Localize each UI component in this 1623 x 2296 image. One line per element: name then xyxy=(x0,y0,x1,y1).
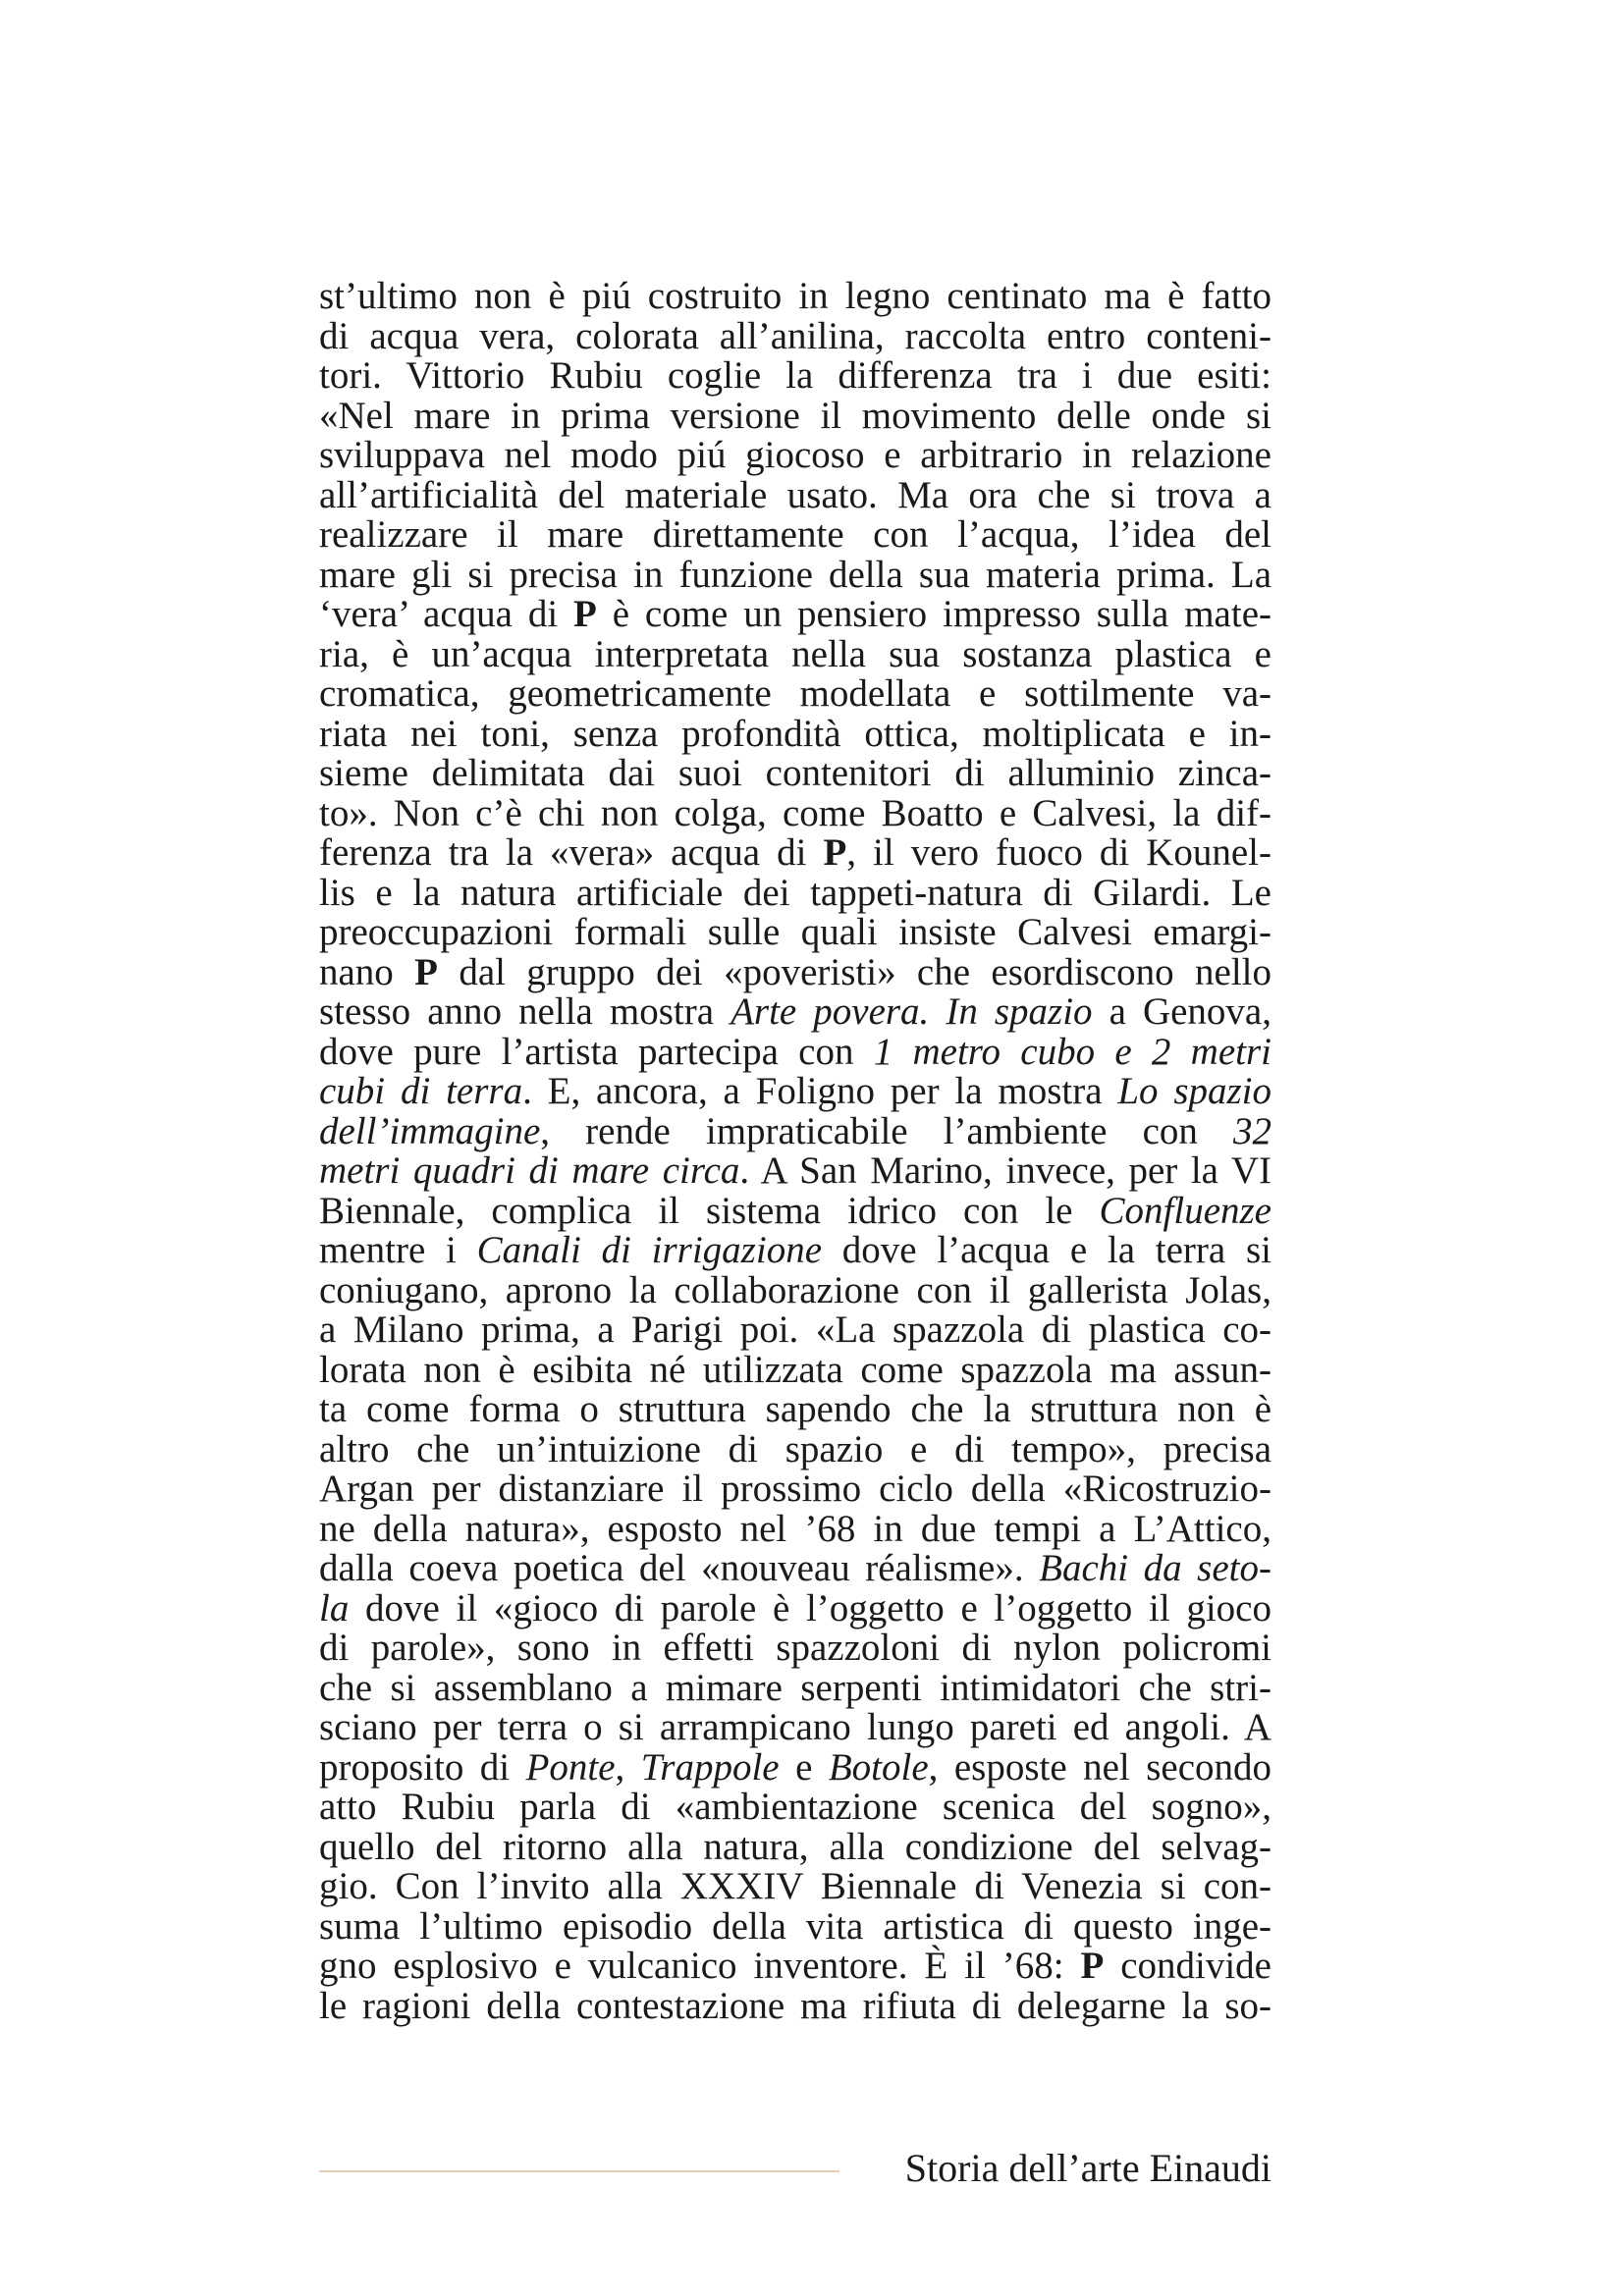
text-line xyxy=(319,1268,1271,1311)
text-line xyxy=(319,992,1271,1033)
italic-text: metri quadri di mare circa xyxy=(319,1149,740,1192)
text-line xyxy=(319,436,1271,476)
text-segment: . A San Marino, invece, per la VI xyxy=(739,1149,1271,1192)
text-line xyxy=(319,314,1271,357)
text-segment: to». Non c’è chi non colga, come Boatto e Calvesi, la dif- xyxy=(319,791,1271,834)
text-segment: sieme delimitata dai suoi contenitori di alluminio zinca- xyxy=(319,752,1271,794)
italic-text: Lo spazio xyxy=(1117,1070,1272,1112)
text-line xyxy=(319,1984,1271,2027)
text-segment: e xyxy=(779,1745,829,1789)
text-line xyxy=(319,1469,1271,1510)
text-segment: ria, è un’acqua interpretata nella sua sostanza plastica e xyxy=(319,632,1271,675)
text-segment: coniugano, aprono la collaborazione con il gallerista Jolas, xyxy=(319,1268,1271,1311)
text-line xyxy=(319,1549,1271,1589)
text-segment: riata nei toni, senza profondità ottica, moltiplicata e in- xyxy=(319,712,1271,755)
text-segment: a Genova, xyxy=(1092,990,1271,1033)
text-line xyxy=(319,950,1271,993)
text-segment: , rende impraticabile l’ambiente con xyxy=(540,1109,1233,1152)
text-line xyxy=(319,1788,1271,1828)
text-segment: proposito di xyxy=(319,1745,526,1789)
text-segment: dove l’acqua e la terra si xyxy=(822,1229,1271,1271)
text-line xyxy=(319,356,1271,397)
footer-rule xyxy=(319,2170,839,2172)
text-line xyxy=(319,1666,1271,1709)
text-segment: dal gruppo dei «poveristi» che esordiscono nello xyxy=(437,950,1271,993)
bold-text: P xyxy=(823,831,847,874)
text-segment: atto Rubiu parla di «ambientazione scenica del sogno», xyxy=(319,1786,1271,1828)
text-segment: sciano per terra o si arrampicano lungo pareti ed angoli. A xyxy=(319,1706,1271,1748)
text-segment: gno esplosivo e vulcanico inventore. È il ’68: xyxy=(319,1945,1081,1987)
italic-text: Ponte xyxy=(525,1745,616,1789)
text-line xyxy=(319,1390,1271,1430)
text-segment: ta come forma o struttura sapendo che la struttura non è xyxy=(319,1388,1271,1430)
bold-text: P xyxy=(1080,1945,1105,1987)
text-segment: che si assemblano a mimare serpenti intimidatori che stri- xyxy=(319,1666,1271,1709)
text-segment: condivide xyxy=(1104,1945,1271,1987)
text-segment: lorata non è esibita né utilizzata come spazzola ma assun- xyxy=(319,1348,1271,1391)
text-line xyxy=(319,1867,1271,1907)
text-segment: di acqua vera, colorata all’anilina, raccolta entro conteni- xyxy=(319,314,1271,357)
text-line xyxy=(319,553,1271,596)
text-segment: Biennale, complica il sistema idrico con le xyxy=(319,1189,1100,1232)
text-segment: dove pure l’artista partecipa con xyxy=(319,1030,874,1073)
text-line xyxy=(319,394,1271,437)
text-segment: dove il «gioco di parole è l’oggetto e l’oggetto il gioco xyxy=(349,1586,1271,1629)
text-line xyxy=(319,1427,1271,1470)
bold-text: P xyxy=(414,950,438,993)
text-segment: nano xyxy=(319,950,415,993)
text-segment: è come un pensiero impresso sulla mate- xyxy=(596,593,1271,635)
text-line xyxy=(319,754,1271,794)
text-line xyxy=(319,1030,1271,1073)
text-segment: a Milano prima, a Parigi poi. «La spazzola di plastica co- xyxy=(319,1308,1271,1351)
text-segment: , il vero fuoco di Kounel- xyxy=(846,831,1271,874)
text-line xyxy=(319,1586,1271,1629)
text-segment: realizzare il mare direttamente con l’acqua, l’idea del xyxy=(319,513,1271,556)
text-line xyxy=(319,1231,1271,1271)
text-segment: Argan per distanziare il prossimo ciclo della «Ricostruzio- xyxy=(319,1468,1271,1510)
text-segment: all’artificialità del materiale usato. Ma ora che si trova a xyxy=(319,473,1271,516)
text-line xyxy=(319,1310,1271,1351)
text-line xyxy=(319,1109,1271,1152)
text-segment: suma l’ultimo episodio della vita artistica di questo inge- xyxy=(319,1904,1271,1948)
text-line xyxy=(319,1629,1271,1669)
text-segment: mare gli si precisa in funzione della sua materia prima. La xyxy=(319,553,1271,596)
text-segment: di parole», sono in effetti spazzoloni di nylon policromi xyxy=(319,1627,1271,1669)
text-line xyxy=(319,515,1271,556)
text-line xyxy=(319,1947,1271,1987)
text-line xyxy=(319,632,1271,675)
italic-text: dell’immagine xyxy=(319,1109,541,1152)
italic-text: Botole xyxy=(828,1745,929,1789)
text-line xyxy=(319,1745,1272,1789)
text-line xyxy=(319,1904,1271,1948)
italic-text: 1 metro cubo e 2 metri xyxy=(873,1030,1271,1073)
text-line xyxy=(319,595,1271,635)
text-segment: , esposte nel secondo xyxy=(928,1745,1272,1789)
text-line xyxy=(319,674,1271,715)
text-line xyxy=(319,1189,1271,1232)
italic-text: Confluenze xyxy=(1099,1189,1271,1232)
italic-text: Bachi da seto- xyxy=(1039,1547,1271,1589)
text-line xyxy=(319,791,1271,834)
footer-title: Storia dell’arte Einaudi xyxy=(904,2146,1271,2190)
text-line xyxy=(319,1348,1271,1391)
text-segment: st’ultimo non è piú costruito in legno centinato ma è fatto xyxy=(319,275,1271,317)
bold-text: P xyxy=(573,593,597,635)
text-segment: sviluppava nel modo piú giocoso e arbitrario in relazione xyxy=(319,434,1271,476)
text-line xyxy=(319,1151,1271,1192)
text-segment: ferenza tra la «vera» acqua di xyxy=(319,831,824,874)
text-segment: tori. Vittorio Rubiu coglie la differenza tra i due esiti: xyxy=(319,354,1271,397)
text-line xyxy=(319,1708,1271,1748)
text-line xyxy=(319,1825,1271,1868)
text-segment: le ragioni della contestazione ma rifiuta di delegarne la so- xyxy=(319,1984,1271,2027)
text-segment: ‘vera’ acqua di xyxy=(319,593,574,635)
text-line xyxy=(319,833,1271,874)
text-line xyxy=(319,277,1271,317)
italic-text: 32 xyxy=(1233,1109,1271,1152)
text-segment: quello del ritorno alla natura, alla condizione del selvag- xyxy=(319,1825,1271,1868)
italic-text: la xyxy=(319,1586,350,1629)
text-segment: . E, ancora, a Foligno per la mostra xyxy=(522,1070,1118,1112)
text-segment: cromatica, geometricamente modellata e sottilmente va- xyxy=(319,672,1271,715)
text-segment: mentre i xyxy=(319,1229,477,1271)
text-line xyxy=(319,913,1271,953)
italic-text: Canali di irrigazione xyxy=(476,1229,822,1271)
text-segment: preoccupazioni formali sulle quali insiste Calvesi emargi- xyxy=(319,911,1271,953)
text-segment: dalla coeva poetica del «nouveau réalisme». xyxy=(319,1547,1040,1589)
italic-text: Trappole xyxy=(640,1745,780,1789)
text-line xyxy=(319,1507,1271,1550)
text-segment: «Nel mare in prima versione il movimento delle onde si xyxy=(319,394,1271,437)
italic-text: cubi di terra xyxy=(319,1070,523,1112)
text-segment: ne della natura», esposto nel ’68 in due tempi a L’Attico, xyxy=(319,1507,1271,1550)
text-segment: altro che un’intuizione di spazio e di tempo», precisa xyxy=(319,1427,1271,1470)
text-line xyxy=(319,1072,1271,1112)
text-segment: lis e la natura artificiale dei tappeti-natura di Gilardi. Le xyxy=(319,871,1271,914)
text-line xyxy=(319,712,1271,755)
body-text xyxy=(319,277,1271,2026)
text-line xyxy=(319,473,1271,516)
text-segment: stesso anno nella mostra xyxy=(319,990,731,1033)
text-line xyxy=(319,871,1271,914)
text-segment: , xyxy=(615,1745,641,1789)
text-segment: gio. Con l’invito alla XXXIV Biennale di Venezia si con- xyxy=(319,1865,1271,1907)
italic-text: Arte povera. In spazio xyxy=(730,990,1093,1033)
